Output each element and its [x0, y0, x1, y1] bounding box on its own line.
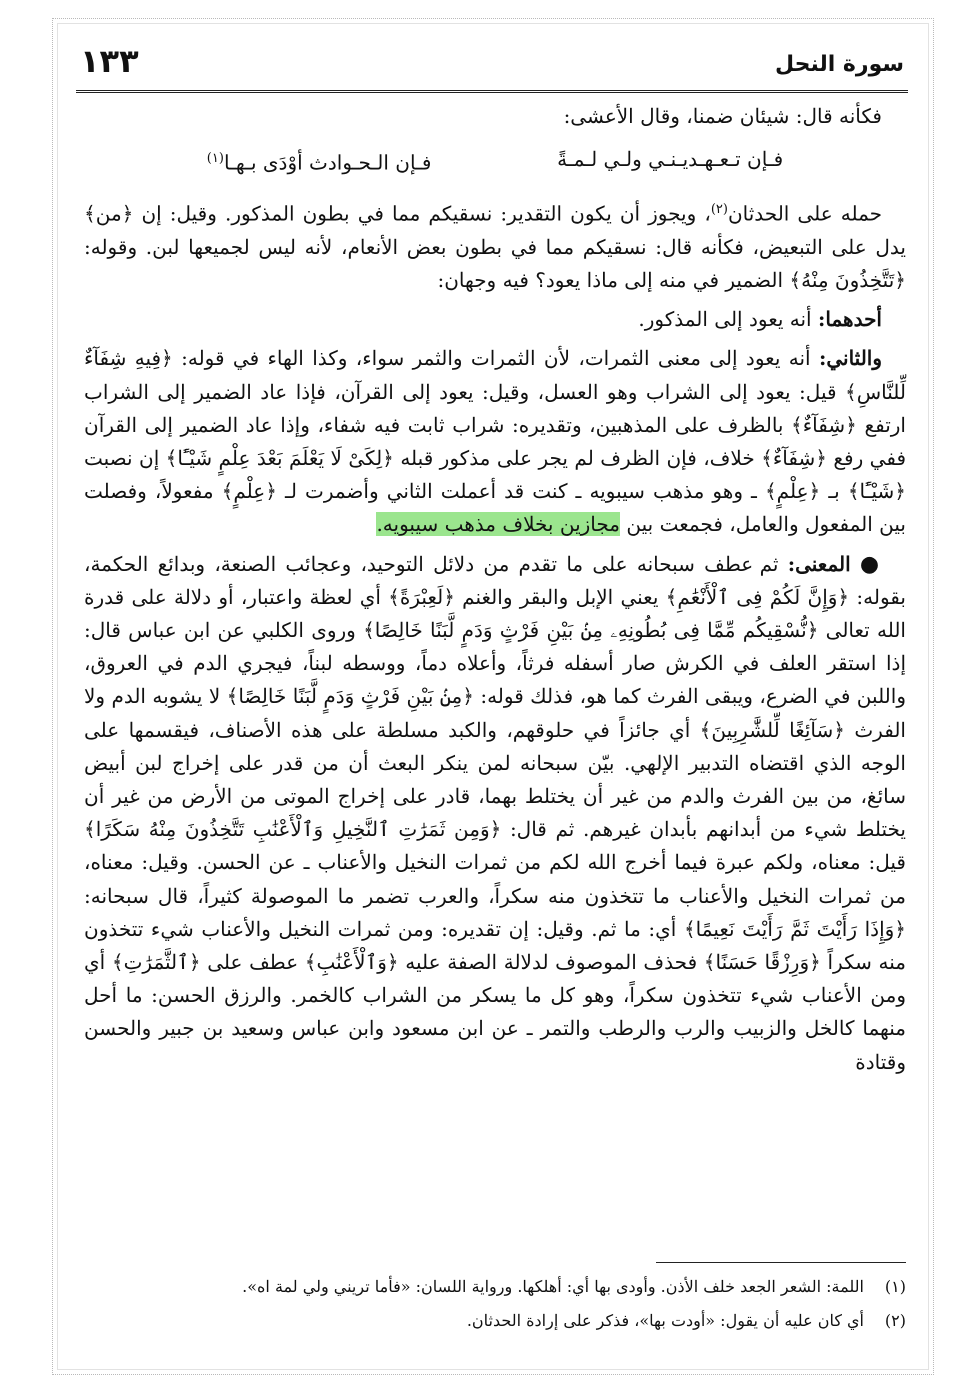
paragraph-first-view [84, 303, 906, 336]
second-view-text: أنه يعود إلى معنى الثمرات، لأن الثمرات والثمر سواء، وكذا الهاء في قوله: ﴿فِيهِ شِفَآءٌ لِّلنَّاسِ﴾ قيل: يعود إلى الشراب وهو العسل، وقيل: يعود إلى القرآن، فإذا عاد الضمير إلى الشراب ارتفع ﴿شِفَآءٌ﴾ بالظرف على المذهبين، وتقديره: شراب ثابت فيه شفاء، وإذا عاد الضمير إلى القرآن ففي رفع ﴿شِفَآءٌ﴾ خلاف، فإن الظرف لم يجر على مذكور قبله ﴿لِكَىْ لَا يَعْلَمَ بَعْدَ عِلْمٍ شَيْـًٔا﴾ إن نصبت ﴿شَيْـًٔا﴾ بـ ﴿عِلْمٍ﴾ ـ وهو مذهب سيبويه ـ كنت قد أعملت الثاني وأضمرت لـ ﴿عِلْمٍ﴾ مفعولاً، وفصلت بين المفعول والعامل، فجمعت بين [84, 346, 906, 537]
first-view-text: أنه يعود إلى المذكور. [638, 307, 812, 332]
main-text [84, 100, 906, 1085]
footnotes [84, 1270, 906, 1338]
meaning-label: المعنى: [787, 551, 851, 576]
footnote [84, 1304, 906, 1338]
footnote-number: (١) [884, 1277, 906, 1296]
surah-title: سورة النحل [774, 52, 904, 77]
first-view-label: أحدهما: [817, 307, 882, 332]
paragraph-second-view [84, 342, 906, 541]
meaning-text: ثم عطف سبحانه على ما تقدم من دلائل التوحيد، وعجائب الصنعة، وبدائع الحكمة، بقوله: ﴿وَإِنَّ لَكُمْ فِى ٱلْأَنْعَٰمِ﴾ يعني الإبل والبقر والغنم ﴿لَعِبْرَةً﴾ أي لعظة واعتبار، أو دلالة على قدرة الله تعالى ﴿نُّسْقِيكُم مِّمَّا فِى بُطُونِهِۦ مِنۢ بَيْنِ فَرْثٍ وَدَمٍ لَّبَنًا خَالِصًا﴾ وروى الكلبي عن ابن عباس قال: إذا استقر العلف في الكرش صار أسفله فرثاً، وأعلاه دماً، ووسطه لبناً، فيجري الدم في العروق، واللبن في الضرع، ويبقى الفرث كما هو، فذلك قوله: ﴿مِنۢ بَيْنِ فَرْثٍ وَدَمٍ لَّبَنًا خَالِصًا﴾ لا يشوبه الدم ولا الفرث ﴿سَآئِغًا لِّلشَّٰرِبِينَ﴾ أي جائزاً في حلوقهم، والكبد مسلطة على هذه الأصناف، فيقسمها على الوجه الذي اقتضاه التدبير الإلهي. بيّن سبحانه لمن ينكر البعث أن من قدر على إخراج لبن أبيض سائغ، من بين الفرث والدم من غير أن يختلط بهما، قادر على إخراج الموتى من الأرض من غير أن يختلط شيء من أبدانهم بأبدان غيرهم. ثم قال: ﴿وَمِن ثَمَرَٰتِ ٱلنَّخِيلِ وَٱلْأَعْنَٰبِ تَتَّخِذُونَ مِنْهُ سَكَرًا﴾ قيل: معناه، ولكم عبرة فيما أخرج الله لكم من ثمرات النخيل والأعناب ـ عن الحسن. وقيل: معناه، من ثمرات النخيل والأعناب ما تتخذون منه سكراً، والعرب تضمر ما الموصولة كثيراً، قال سبحانه: ﴿وَإِذَا رَأَيْتَ ثَمَّ رَأَيْتَ نَعِيمًا﴾ أي: ما ثم. وقيل: إن تقديره: ومن ثمرات النخيل والأعناب شيء تتخذون منه سكراً ﴿وَرِزْقًا حَسَنًا﴾ فحذف الموصوف لدلالة الصفة عليه ﴿وَٱلْأَعْنَٰبِ﴾ عطف على ﴿ٱلثَّمَرَٰتِ﴾ أي ومن الأعناب شيء تتخذون سكراً، وهو كل ما يسكر من الشراب كالخمر. والرزق الحسن: ما أحل منهما كالخل والزبيب والرب والرطب والتمر ـ عن ابن مسعود وابن عباس وسعيد بن جبير والحسن وقتادة [84, 551, 906, 1074]
footnote [84, 1270, 906, 1304]
page-header [76, 40, 908, 93]
footnote-ref-1: (١) [206, 151, 224, 167]
poetry-verse [84, 139, 906, 183]
highlighted-text[interactable]: مجازين بخلاف مذهب سيبويه. [376, 512, 621, 537]
paragraph-intro: فكأنه قال: شيئان ضمنا، وقال الأعشى: [563, 104, 882, 128]
bullet-icon: ● [859, 551, 883, 577]
footnote-text: اللمة: الشعر الجعد خلف الأذن. وأودى بها أي: أهلكها. ورواية اللسان: «فأما تريني ولي لمة اه». [242, 1277, 864, 1296]
second-view-label: والثاني: [818, 346, 883, 371]
verse-second-half [207, 139, 432, 183]
paragraph-explanation-start: حمله على الحدثان [727, 201, 882, 226]
footnote-ref-2: (٢) [710, 201, 728, 217]
footnote-divider [656, 1262, 906, 1263]
verse-second-half-text: فـإن الـحـوادث أوْدَى بـهـا [223, 150, 432, 175]
footnote-text: أي كان عليه أن يقول: «أودت بها»، فذكر على إرادة الحدثان. [466, 1311, 864, 1330]
page-number: ١٣٣ [80, 42, 139, 80]
paragraph-explanation-rest: ، ويجوز أن يكون التقدير: نسقيكم مما في بطون المذكور. وقيل: إن ﴿من﴾ يدل على التبعيض، فكأنه قال: نسقيكم مما في بطون بعض الأنعام، لأنه ليس لجميعها لبن. وقوله: ﴿تَتَّخِذُونَ مِنْهُ﴾ الضمير في منه إلى ماذا يعود؟ فيه وجهان: [84, 201, 906, 292]
paragraph-meaning [84, 548, 906, 1079]
verse-first-half: فـإن تـعـهـديـنـي ولـي لـمـةً [557, 147, 784, 172]
paragraph-explanation [84, 193, 906, 297]
footnote-number: (٢) [884, 1311, 906, 1330]
